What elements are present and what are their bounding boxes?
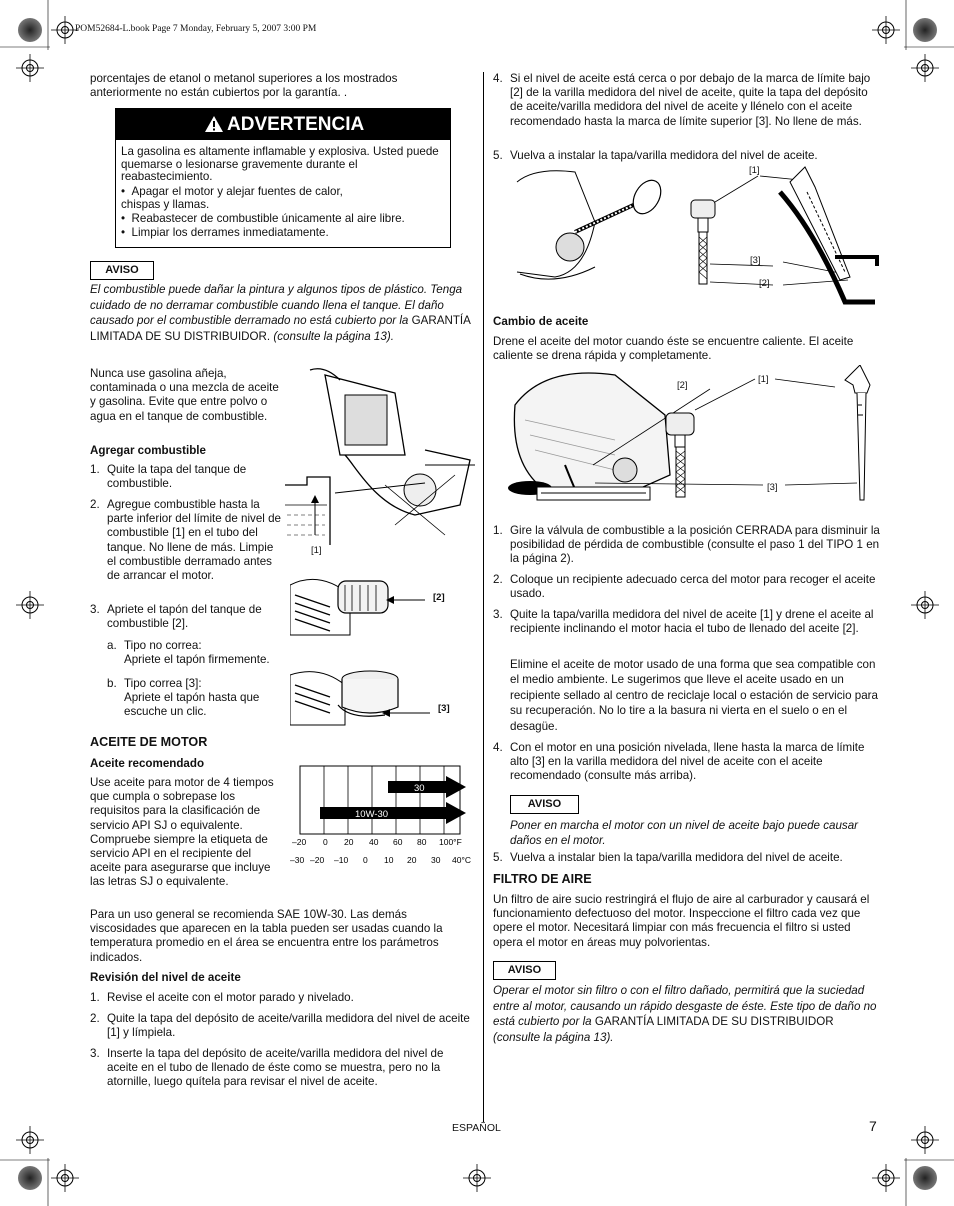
aviso-label: AVISO bbox=[493, 961, 556, 980]
fig-label: [2] bbox=[759, 278, 770, 289]
warning-bullet: • Reabastecer de combustible únicamente al aire libre. bbox=[121, 212, 405, 225]
f-tick: –20 bbox=[292, 837, 307, 847]
aviso-text: El combustible puede dañar la pintura y algunos tipos de plástico. Tenga cuidado de no derramar combustible cuando llena el tanque. El daño causado por el combustible derramado no está cubierto por la GARANTÍA LIMITADA DE SU DISTRIBUIDOR. (consulte la página 13). bbox=[90, 283, 471, 343]
fuel-cap-strap-illustration bbox=[290, 665, 438, 731]
oil-drain-illustration bbox=[505, 365, 883, 510]
c-tick: 20 bbox=[407, 855, 417, 865]
warning-bullet: • Apagar el motor y alejar fuentes de calor, chispas y llamas. bbox=[121, 185, 343, 211]
fig-label: [2] bbox=[677, 380, 688, 391]
aviso-text: Poner en marcha el motor con un nivel de aceite bajo puede causar daños en el motor. bbox=[510, 819, 859, 848]
oil-check-title: Revisión del nivel de aceite bbox=[90, 971, 241, 984]
oil-change-title: Cambio de aceite bbox=[493, 315, 589, 328]
c-tick: 30 bbox=[431, 855, 441, 865]
recommended-oil-text: Use aceite para motor de 4 tiempos que cumpla o sobrepase los requisitos para la clasificación de servicio API SJ o equivalente. Compruebe siempre la etiqueta de servicio API en el recipiente del aceite para asegurarse que incluye las letras SJ o equivalente. bbox=[90, 776, 274, 889]
general-oil-text: Para un uso general se recomienda SAE 10W-30. Las demás viscosidades que aparecen en la tabla pueden ser usadas cuando la temperatura promedio en el área se encuentra entre los parámetros indicados. bbox=[90, 908, 443, 964]
f-tick: 80 bbox=[417, 837, 427, 847]
fig-label: [1] bbox=[311, 545, 322, 556]
page-number: 7 bbox=[869, 1118, 877, 1134]
air-filter-title: FILTRO DE AIRE bbox=[493, 872, 592, 886]
header-file-info: POM52684-L.book Page 7 Monday, February 5, 2007 3:00 PM bbox=[75, 24, 317, 34]
warning-triangle-icon bbox=[204, 115, 224, 133]
fig-label: [2] bbox=[433, 592, 445, 603]
f-tick: 40 bbox=[369, 837, 379, 847]
air-filter-text: Un filtro de aire sucio restringirá el flujo de aire al carburador y causará el funcionamiento defectuoso del motor. Inspeccione el filtro cada vez que opere el motor. Necesitará limpiar con más frecuencia el filtro si usted opera el motor en áreas muy polvorientas. bbox=[493, 893, 870, 949]
c-tick: –10 bbox=[334, 855, 349, 865]
warning-header bbox=[116, 109, 450, 140]
c-tick: 10 bbox=[384, 855, 394, 865]
fig-label: [3] bbox=[438, 703, 450, 714]
f-tick: 20 bbox=[344, 837, 354, 847]
chart-label-30: 30 bbox=[414, 783, 425, 794]
f-tick: 0 bbox=[323, 837, 328, 847]
warning-title: ADVERTENCIA bbox=[227, 114, 365, 135]
fuel-note: Nunca use gasolina añeja, contaminada o una mezcla de aceite y gasolina. Evite que entre polvo o agua en el tanque de combustible. bbox=[90, 367, 279, 423]
c-tick: 40°C bbox=[452, 855, 471, 865]
fig-label: [3] bbox=[767, 482, 778, 493]
aviso-label: AVISO bbox=[510, 795, 579, 814]
column-divider bbox=[483, 72, 484, 1122]
footer-language: ESPAÑOL bbox=[452, 1122, 501, 1134]
intro-paragraph: porcentajes de etanol o metanol superiores a los mostrados anteriormente no están cubiertos por la garantía. . bbox=[90, 72, 398, 100]
warning-bullet: • Limpiar los derrames inmediatamente. bbox=[121, 226, 329, 239]
fig-label: [1] bbox=[758, 374, 769, 385]
aviso-text: Operar el motor sin filtro o con el filtro dañado, permitirá que la suciedad entre al motor, causando un rápido desgaste de éste. Este tipo de daño no está cubierto por la GARANTÍA LIMITADA DE SU DISTRIBUIDOR (consulte la página 13). bbox=[493, 984, 877, 1044]
add-fuel-title: Agregar combustible bbox=[90, 444, 206, 457]
engine-oil-title: ACEITE DE MOTOR bbox=[90, 735, 208, 749]
oil-disposal-text: Elimine el aceite de motor usado de una forma que sea compatible con el medio ambiente. Le sugerimos que lleve el aceite usado en un recipiente sellado al centro de reciclaje local o estación de servicio para su recuperación. No lo tire a la basura ni vierta en el suelo o en el desagüe. bbox=[510, 658, 878, 733]
f-tick: 100°F bbox=[439, 837, 462, 847]
fuel-tank-illustration bbox=[285, 365, 480, 550]
warning-box bbox=[115, 108, 451, 248]
chart-label-10w30: 10W-30 bbox=[355, 809, 389, 820]
fuel-cap-illustration bbox=[290, 575, 430, 641]
c-tick: –30 bbox=[290, 855, 305, 865]
recommended-oil-title: Aceite recomendado bbox=[90, 757, 205, 770]
fig-label: [1] bbox=[749, 165, 760, 176]
c-tick: –20 bbox=[310, 855, 325, 865]
viscosity-chart bbox=[290, 765, 480, 870]
aviso-label: AVISO bbox=[90, 261, 154, 280]
dipstick-check-illustration bbox=[515, 162, 880, 307]
c-tick: 0 bbox=[363, 855, 368, 865]
fig-label: [3] bbox=[750, 255, 761, 266]
warning-text: La gasolina es altamente inflamable y explosiva. Usted puede quemarse o lesionarse gravemente durante el reabastecimiento. bbox=[121, 145, 439, 184]
oil-change-intro: Drene el aceite del motor cuando éste se encuentre caliente. El aceite caliente se drena rápida y completamente. bbox=[493, 335, 854, 363]
f-tick: 60 bbox=[393, 837, 403, 847]
